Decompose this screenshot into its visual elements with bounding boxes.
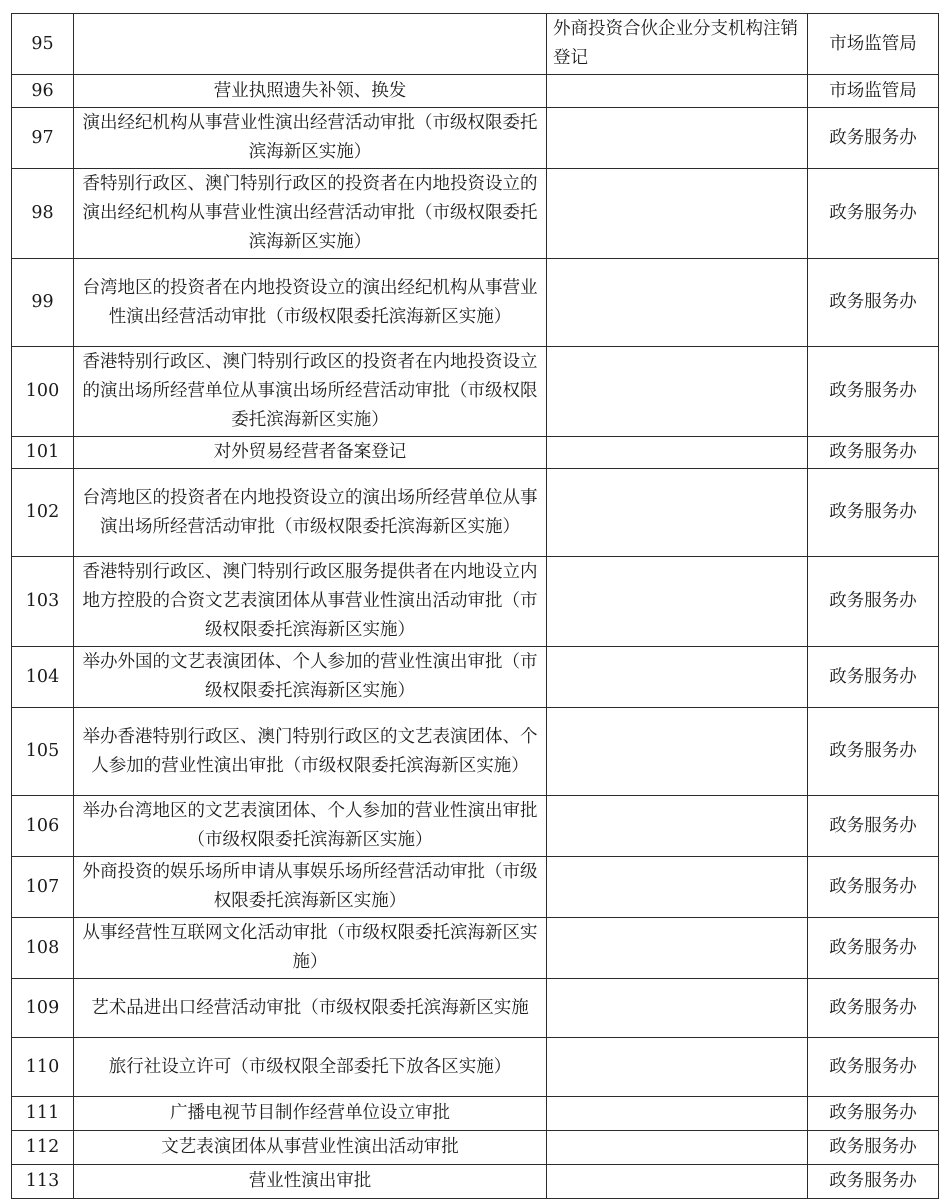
- department: 政务服务办: [808, 1165, 939, 1199]
- table-row: [12, 1131, 939, 1165]
- item-number: 103: [12, 557, 74, 647]
- item-name: 从事经营性互联网文化活动审批（市级权限委托滨海新区实施）: [74, 918, 547, 979]
- table-row: [12, 1097, 939, 1131]
- item-name: 营业性演出审批: [74, 1165, 547, 1199]
- department: 政务服务办: [808, 557, 939, 647]
- department: 政务服务办: [808, 347, 939, 437]
- item-number: 98: [12, 169, 74, 259]
- item-number: 102: [12, 469, 74, 557]
- sub-item: [547, 557, 808, 647]
- department: 市场监管局: [808, 14, 939, 75]
- department: 政务服务办: [808, 857, 939, 918]
- item-name: 外商投资的娱乐场所申请从事娱乐场所经营活动审批（市级权限委托滨海新区实施）: [74, 857, 547, 918]
- item-number: 105: [12, 708, 74, 796]
- item-name: 演出经纪机构从事营业性演出经营活动审批（市级权限委托滨海新区实施）: [74, 108, 547, 169]
- item-number: 113: [12, 1165, 74, 1199]
- item-name: 香特别行政区、澳门特别行政区的投资者在内地投资设立的演出经纪机构从事营业性演出经营活动审批（市级权限委托滨海新区实施）: [74, 169, 547, 259]
- item-number: 111: [12, 1097, 74, 1131]
- item-name: 营业执照遗失补领、换发: [74, 75, 547, 108]
- table-row: [12, 647, 939, 708]
- item-number: 106: [12, 796, 74, 857]
- item-number: 107: [12, 857, 74, 918]
- item-name: 旅行社设立许可（市级权限全部委托下放各区实施）: [74, 1038, 547, 1097]
- department: 政务服务办: [808, 708, 939, 796]
- table-row: [12, 1038, 939, 1097]
- table-row: [12, 469, 939, 557]
- table-row: [12, 557, 939, 647]
- sub-item: [547, 1131, 808, 1165]
- table-row: [12, 14, 939, 75]
- table-row: [12, 796, 939, 857]
- table-row: [12, 857, 939, 918]
- table-row: [12, 169, 939, 259]
- item-name: 香港特别行政区、澳门特别行政区服务提供者在内地设立内地方控股的合资文艺表演团体从事营业性演出活动审批（市级权限委托滨海新区实施）: [74, 557, 547, 647]
- sub-item: [547, 1038, 808, 1097]
- table-row: [12, 75, 939, 108]
- department: 政务服务办: [808, 979, 939, 1038]
- item-name: 广播电视节目制作经营单位设立审批: [74, 1097, 547, 1131]
- item-number: 112: [12, 1131, 74, 1165]
- department: 政务服务办: [808, 1038, 939, 1097]
- sub-item: [547, 1097, 808, 1131]
- item-name: 文艺表演团体从事营业性演出活动审批: [74, 1131, 547, 1165]
- item-name: 艺术品进出口经营活动审批（市级权限委托滨海新区实施: [74, 979, 547, 1038]
- table-row: [12, 1165, 939, 1199]
- item-number: 104: [12, 647, 74, 708]
- department: 政务服务办: [808, 108, 939, 169]
- table-row: [12, 437, 939, 469]
- item-number: 110: [12, 1038, 74, 1097]
- department: 政务服务办: [808, 647, 939, 708]
- department: 政务服务办: [808, 169, 939, 259]
- item-number: 101: [12, 437, 74, 469]
- sub-item: [547, 1165, 808, 1199]
- sub-item: [547, 918, 808, 979]
- item-name: 台湾地区的投资者在内地投资设立的演出经纪机构从事营业性演出经营活动审批（市级权限委托滨海新区实施）: [74, 259, 547, 347]
- sub-item: [547, 796, 808, 857]
- item-name: 香港特别行政区、澳门特别行政区的投资者在内地投资设立的演出场所经营单位从事演出场所经营活动审批（市级权限委托滨海新区实施）: [74, 347, 547, 437]
- department: 政务服务办: [808, 1131, 939, 1165]
- department: 政务服务办: [808, 918, 939, 979]
- sub-item: 外商投资合伙企业分支机构注销登记: [547, 14, 808, 75]
- table-row: [12, 347, 939, 437]
- department: 市场监管局: [808, 75, 939, 108]
- item-number: 99: [12, 259, 74, 347]
- item-number: 97: [12, 108, 74, 169]
- table-row: [12, 259, 939, 347]
- sub-item: [547, 857, 808, 918]
- item-name: 举办香港特别行政区、澳门特别行政区的文艺表演团体、个人参加的营业性演出审批（市级权限委托滨海新区实施）: [74, 708, 547, 796]
- item-number: 100: [12, 347, 74, 437]
- item-name: 台湾地区的投资者在内地投资设立的演出场所经营单位从事演出场所经营活动审批（市级权限委托滨海新区实施）: [74, 469, 547, 557]
- department: 政务服务办: [808, 469, 939, 557]
- sub-item: [547, 979, 808, 1038]
- item-name: [74, 14, 547, 75]
- item-name: 举办台湾地区的文艺表演团体、个人参加的营业性演出审批（市级权限委托滨海新区实施）: [74, 796, 547, 857]
- item-number: 108: [12, 918, 74, 979]
- sub-item: [547, 108, 808, 169]
- department: 政务服务办: [808, 437, 939, 469]
- table-row: [12, 108, 939, 169]
- sub-item: [547, 259, 808, 347]
- table-row: [12, 979, 939, 1038]
- table-body: [12, 14, 939, 1199]
- item-number: 95: [12, 14, 74, 75]
- sub-item: [547, 708, 808, 796]
- table-row: [12, 918, 939, 979]
- department: 政务服务办: [808, 1097, 939, 1131]
- sub-item: [547, 169, 808, 259]
- sub-item: [547, 437, 808, 469]
- item-number: 109: [12, 979, 74, 1038]
- item-name: 举办外国的文艺表演团体、个人参加的营业性演出审批（市级权限委托滨海新区实施）: [74, 647, 547, 708]
- sub-item: [547, 469, 808, 557]
- department: 政务服务办: [808, 259, 939, 347]
- sub-item: [547, 75, 808, 108]
- item-name: 对外贸易经营者备案登记: [74, 437, 547, 469]
- sub-item: [547, 347, 808, 437]
- approval-items-table: [11, 13, 939, 1199]
- item-number: 96: [12, 75, 74, 108]
- department: 政务服务办: [808, 796, 939, 857]
- table-row: [12, 708, 939, 796]
- sub-item: [547, 647, 808, 708]
